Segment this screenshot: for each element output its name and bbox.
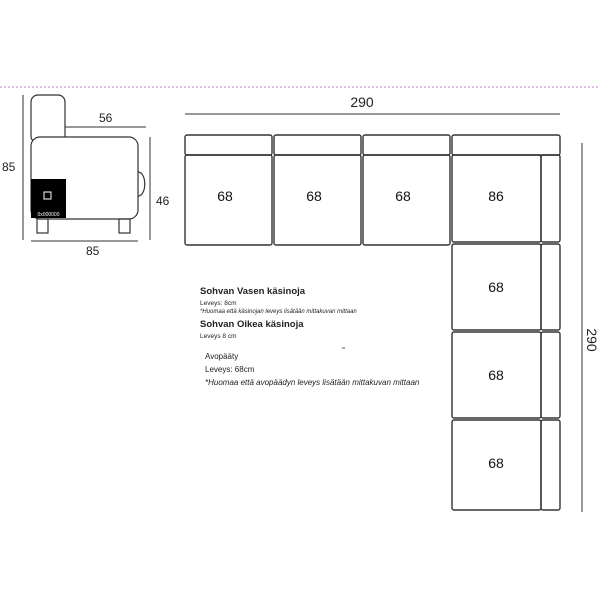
backrest-side-2: [541, 244, 560, 330]
open-end-title: Avopääty: [205, 352, 239, 361]
side-depth-label: 85: [86, 244, 100, 258]
open-end-note: *Huomaa että avopäädyn leveys lisätään mittakuvan mittaan: [205, 378, 420, 387]
right-armrest-width: Leveys 8 cm: [200, 333, 237, 340]
backrest-2: [274, 135, 361, 155]
side-height-label: 85: [2, 160, 16, 174]
seat-5-label: 68: [488, 279, 504, 295]
open-end-width: Leveys: 68cm: [205, 365, 255, 374]
seat-7-label: 68: [488, 455, 504, 471]
badge-text: 0x000000: [37, 212, 60, 218]
side-backrest: [31, 95, 65, 143]
backrest-side-4: [541, 420, 560, 510]
right-armrest-title: Sohvan Oikea käsinoja: [200, 319, 304, 330]
backrest-1: [185, 135, 272, 155]
side-seat-depth-label: 56: [99, 111, 113, 125]
seat-1-label: 68: [217, 188, 233, 204]
armrest-notes: [200, 286, 440, 340]
side-seat-height-label: 46: [156, 194, 170, 208]
left-armrest-width: Leveys: 8cm: [200, 300, 237, 307]
open-end-notes: [205, 352, 445, 387]
side-leg-right: [119, 219, 130, 233]
left-armrest-note: *Huomaa että käsinojan leveys lisätään mittakuvan mittaan: [200, 309, 357, 315]
seat-2-label: 68: [306, 188, 322, 204]
side-armrest-bump: [138, 172, 145, 196]
backrest-3: [363, 135, 450, 155]
backrest-side-3: [541, 332, 560, 418]
backrest-side-1: [541, 155, 560, 242]
side-leg-left: [37, 219, 48, 233]
seat-6-label: 68: [488, 367, 504, 383]
seat-4-label: 86: [488, 188, 504, 204]
seat-3-label: 68: [395, 188, 411, 204]
backrest-4: [452, 135, 560, 155]
top-width-label: 290: [350, 94, 374, 110]
left-armrest-title: Sohvan Vasen käsinoja: [200, 286, 306, 297]
top-length-label: 290: [584, 328, 600, 352]
